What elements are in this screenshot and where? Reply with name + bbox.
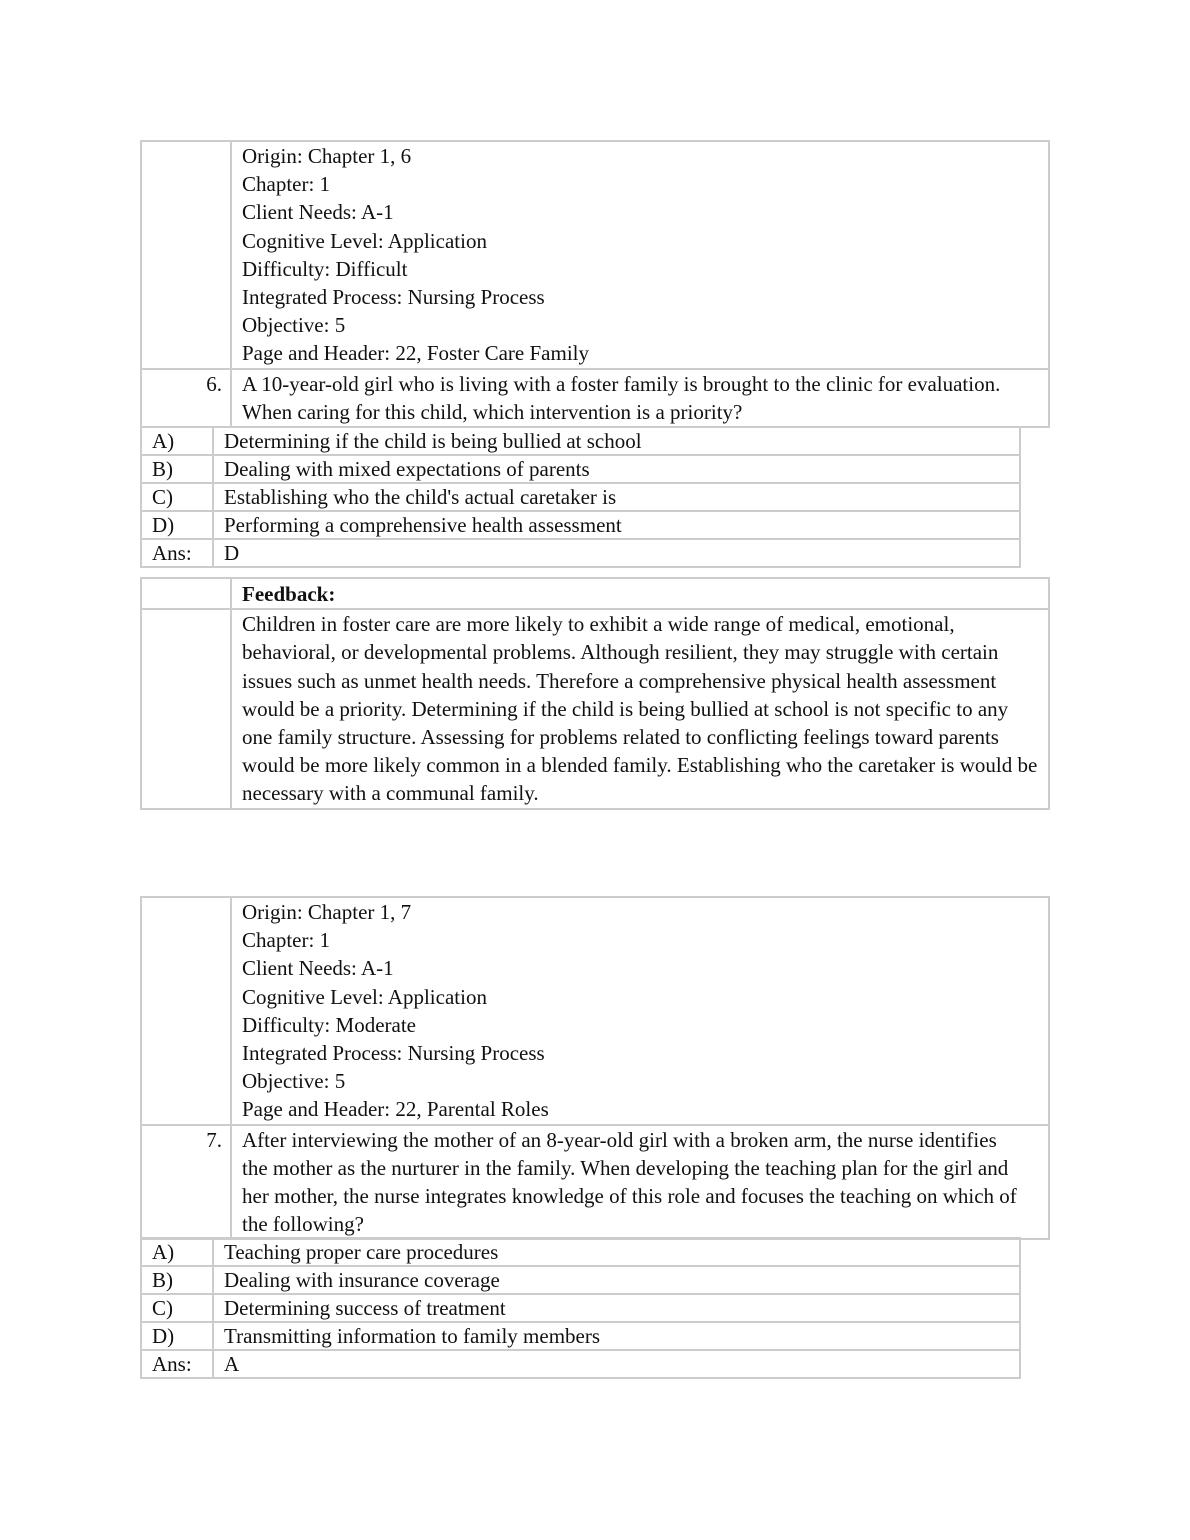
feedback-header-row	[142, 579, 1048, 608]
meta-client-needs: Client Needs: A-1	[242, 200, 394, 225]
meta-page-header: Page and Header: 22, Foster Care Family	[242, 341, 589, 366]
option-key: D)	[141, 1322, 213, 1350]
question-6-options-table	[140, 426, 1021, 568]
option-key: C)	[141, 483, 213, 511]
meta-cognitive-level: Cognitive Level: Application	[242, 228, 487, 253]
option-row	[141, 1322, 1020, 1350]
option-text: Teaching proper care procedures	[213, 1238, 1020, 1266]
meta-integrated-process: Integrated Process: Nursing Process	[242, 1041, 545, 1066]
option-row	[141, 511, 1020, 539]
meta-row	[142, 898, 1048, 1124]
answer-value: A	[213, 1350, 1020, 1378]
question-6-feedback-table	[140, 577, 1050, 810]
option-key: C)	[141, 1294, 213, 1322]
feedback-body-row	[142, 608, 1048, 807]
option-text: Dealing with insurance coverage	[213, 1266, 1020, 1294]
meta-difficulty: Difficulty: Difficult	[242, 256, 408, 281]
meta-difficulty: Difficulty: Moderate	[242, 1012, 416, 1037]
question-text: A 10-year-old girl who is living with a foster family is brought to the clinic for evaluation. When caring for this child, which intervention is a priority?	[242, 371, 1001, 424]
answer-value: D	[213, 539, 1020, 567]
meta-objective: Objective: 5	[242, 1069, 346, 1094]
answer-row	[141, 1350, 1020, 1378]
option-row	[141, 483, 1020, 511]
meta-chapter: Chapter: 1	[242, 928, 331, 953]
meta-row	[142, 142, 1048, 368]
feedback-label: Feedback:	[242, 582, 336, 606]
option-text: Establishing who the child's actual caretaker is	[213, 483, 1020, 511]
option-row	[141, 1294, 1020, 1322]
option-row	[141, 1238, 1020, 1266]
answer-label: Ans:	[141, 539, 213, 567]
option-text: Transmitting information to family members	[213, 1322, 1020, 1350]
question-row	[142, 1124, 1048, 1239]
meta-client-needs: Client Needs: A-1	[242, 956, 394, 981]
meta-origin: Origin: Chapter 1, 6	[242, 144, 412, 168]
option-row	[141, 455, 1020, 483]
option-key: B)	[141, 455, 213, 483]
option-text: Performing a comprehensive health assessment	[213, 511, 1020, 539]
question-number: 7.	[142, 1126, 232, 1239]
feedback-text: Children in foster care are more likely to exhibit a wide range of medical, emotional, behavioral, or developmental problems. Although resilient, they may struggle with certain issues such as unmet health needs. Therefore a comprehensive physical health assessment would be a priority. Determining if the child is being bullied at school is not specific to any one family structure. Assessing for problems related to conflicting feelings toward parents would be more likely common in a blended family. Establishing who the caretaker is would be necessary with a communal family.	[242, 612, 1038, 806]
meta-integrated-process: Integrated Process: Nursing Process	[242, 285, 545, 310]
feedback-left-cell	[142, 610, 232, 807]
option-text: Determining if the child is being bullied at school	[213, 427, 1020, 455]
question-7-meta-table	[140, 896, 1050, 1240]
question-number: 6.	[142, 370, 232, 426]
question-text: After interviewing the mother of an 8-year-old girl with a broken arm, the nurse identifies the mother as the nurturer in the family. When developing the teaching plan for the girl and her mother, the nurse integrates knowledge of this role and focuses the teaching on which of the following?	[242, 1127, 1017, 1237]
option-key: A)	[141, 427, 213, 455]
option-text: Dealing with mixed expectations of parents	[213, 455, 1020, 483]
question-row	[142, 368, 1048, 426]
question-6-meta-table	[140, 140, 1050, 428]
meta-objective: Objective: 5	[242, 313, 346, 338]
feedback-left-cell	[142, 579, 232, 608]
answer-label: Ans:	[141, 1350, 213, 1378]
question-7-options-table	[140, 1237, 1021, 1379]
option-key: D)	[141, 511, 213, 539]
option-row	[141, 1266, 1020, 1294]
option-text: Determining success of treatment	[213, 1294, 1020, 1322]
meta-chapter: Chapter: 1	[242, 172, 331, 197]
meta-info	[232, 898, 1048, 1124]
meta-cognitive-level: Cognitive Level: Application	[242, 984, 487, 1009]
meta-left-cell	[142, 142, 232, 368]
meta-info	[232, 142, 1048, 368]
option-key: A)	[141, 1238, 213, 1266]
option-key: B)	[141, 1266, 213, 1294]
option-row	[141, 427, 1020, 455]
meta-left-cell	[142, 898, 232, 1124]
meta-page-header: Page and Header: 22, Parental Roles	[242, 1097, 549, 1122]
answer-row	[141, 539, 1020, 567]
meta-origin: Origin: Chapter 1, 7	[242, 900, 412, 924]
